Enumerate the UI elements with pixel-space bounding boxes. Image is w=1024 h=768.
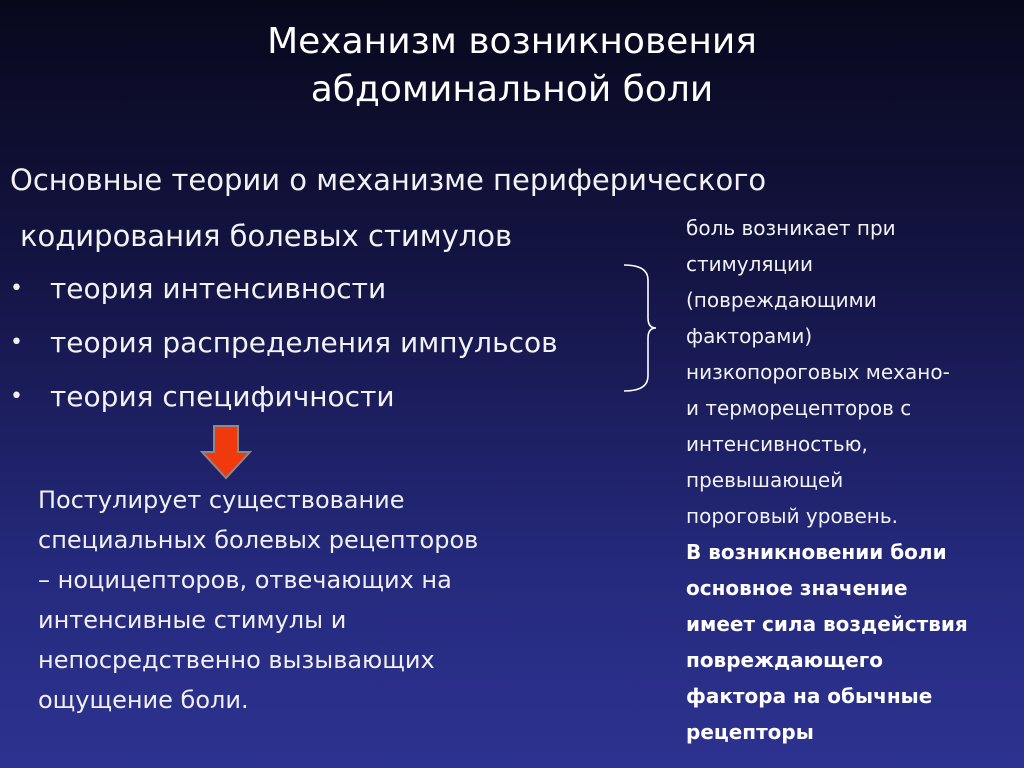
list-item [10, 262, 558, 316]
side-note-bold-line: фактора на обычные [686, 684, 933, 708]
postulate-text [38, 480, 558, 720]
theories-heading-line-1: Основные теории о механизме периферического [10, 163, 767, 197]
side-note-line: (повреждающими [686, 288, 877, 312]
side-note-line: и терморецепторов с [686, 396, 912, 420]
side-note-bold-line: рецепторы [686, 720, 814, 744]
theories-heading-line-2: кодирования болевых стимулов [20, 219, 513, 253]
right-brace-icon [620, 262, 656, 394]
theory-item-label: теория распределения импульсов [50, 326, 558, 359]
bullet-icon: • [10, 330, 23, 355]
side-note-bold-line: имеет сила воздействия [686, 612, 968, 636]
side-note-bold-line: В возникновении боли [686, 540, 947, 564]
theory-list [10, 262, 558, 424]
postulate-line: ощущение боли. [38, 686, 249, 714]
side-note-line: превышающей [686, 468, 844, 492]
bullet-icon: • [10, 384, 23, 409]
postulate-line: специальных болевых рецепторов [38, 526, 479, 554]
postulate-line: Постулирует существование [38, 486, 405, 514]
slide-title-line-2: абдоминальной боли [310, 69, 714, 110]
side-note-bold-line: основное значение [686, 576, 908, 600]
side-note-line: интенсивностью, [686, 432, 868, 456]
theory-item-label: теория специфичности [50, 380, 395, 413]
side-note-line: стимуляции [686, 252, 813, 276]
slide-title [0, 18, 1024, 114]
list-item [10, 316, 558, 370]
side-note-bold-line: повреждающего [686, 648, 883, 672]
slide-title-line-1: Механизм возникновения [267, 21, 757, 62]
postulate-line: интенсивные стимулы и [38, 606, 347, 634]
postulate-line: – ноцицепторов, отвечающих на [38, 566, 452, 594]
side-note-line: низкопороговых механо- [686, 360, 950, 384]
side-note-line: факторами) [686, 324, 813, 348]
theories-heading [10, 152, 766, 264]
side-note-line: пороговый уровень. [686, 504, 899, 528]
side-note-line: боль возникает при [686, 216, 896, 240]
list-item [10, 370, 558, 424]
theory-item-label: теория интенсивности [50, 272, 387, 305]
postulate-line: непосредственно вызывающих [38, 646, 435, 674]
down-arrow-icon [200, 424, 252, 480]
bullet-icon: • [10, 276, 23, 301]
side-note [686, 210, 1016, 750]
